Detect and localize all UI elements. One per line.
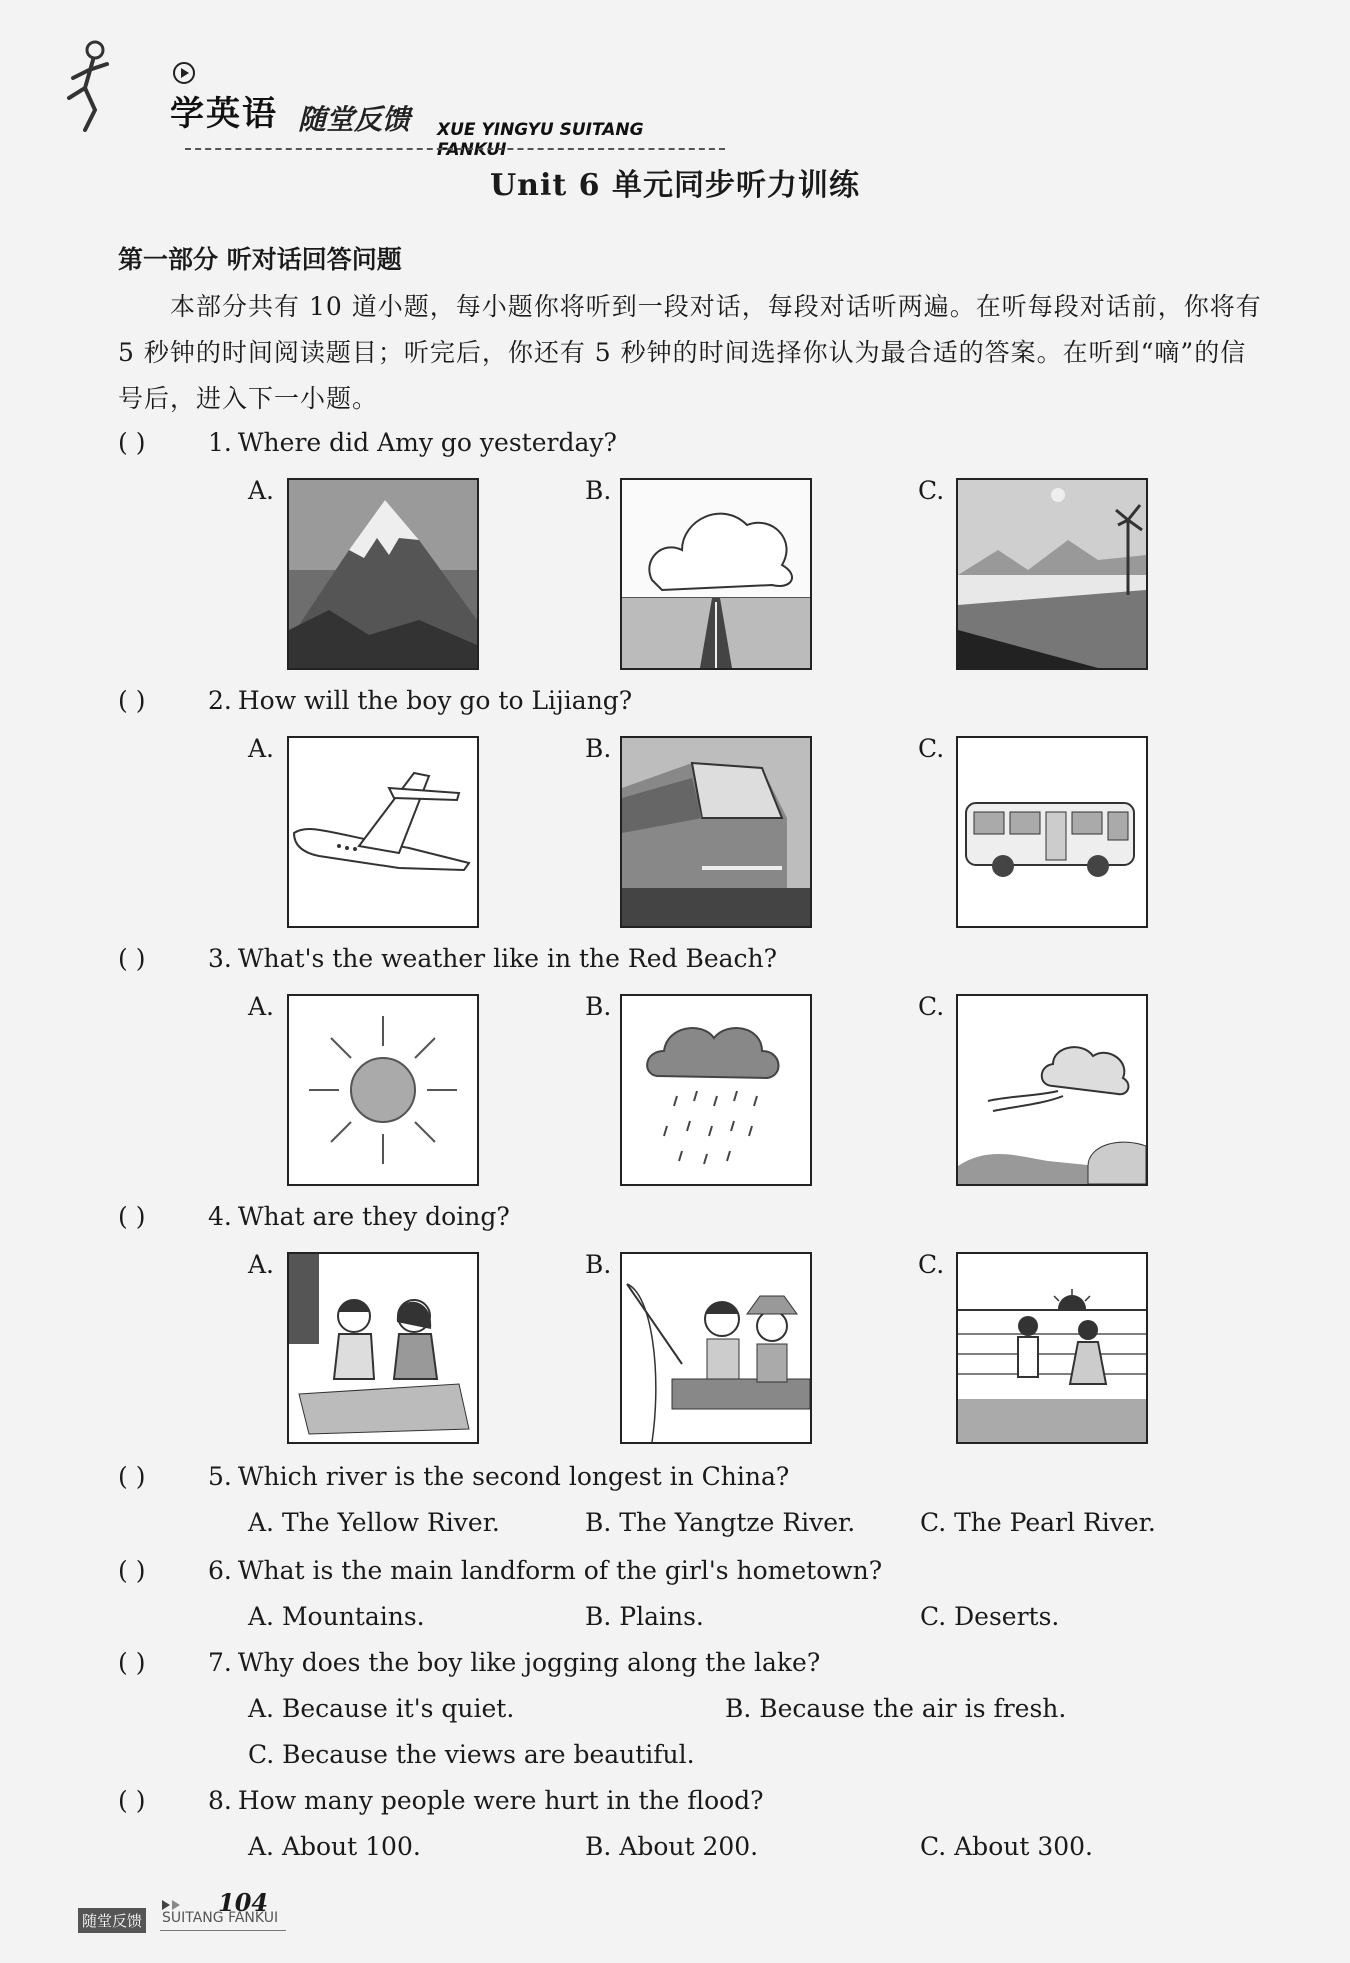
answer-blank[interactable]: ( ) xyxy=(118,1462,146,1491)
plains-road-image[interactable] xyxy=(620,478,812,670)
answer-blank[interactable]: ( ) xyxy=(118,1786,146,1815)
rainy-image[interactable] xyxy=(620,994,812,1186)
question-5 xyxy=(118,1462,789,1491)
play-icon xyxy=(173,62,195,84)
header xyxy=(55,28,675,160)
option-a[interactable]: A. The Yellow River. xyxy=(248,1508,500,1537)
option-label: A. xyxy=(248,1250,275,1279)
option-a[interactable]: A. About 100. xyxy=(248,1832,421,1861)
option-label: C. xyxy=(918,1250,945,1279)
footer-badge: 随堂反馈 xyxy=(78,1908,146,1933)
option-c[interactable]: C. Because the views are beautiful. xyxy=(248,1740,695,1769)
option-b[interactable]: B. About 200. xyxy=(585,1832,759,1861)
question-number: 1. xyxy=(208,428,232,457)
question-1 xyxy=(118,428,617,457)
question-number: 8. xyxy=(208,1786,232,1815)
option-label: A. xyxy=(248,734,275,763)
question-text: What's the weather like in the Red Beach? xyxy=(237,944,778,973)
option-b[interactable]: B. Because the air is fresh. xyxy=(725,1694,1067,1723)
option-label: A. xyxy=(248,992,275,1021)
section-title: 第一部分 听对话回答问题 xyxy=(118,245,402,274)
question-6 xyxy=(118,1556,882,1585)
brand-subtitle: 随堂反馈 xyxy=(298,103,411,136)
option-label: A. xyxy=(248,476,275,505)
page-number: 104 xyxy=(218,1888,269,1917)
section-instructions: 本部分共有 10 道小题，每小题你将听到一段对话，每段对话听两遍。在听每段对话前，你将有 5 秒钟的时间阅读题目；听完后，你还有 5 秒钟的时间选择你认为最合适的答案。在听到“嘀”的信号后，进入下一小题。 xyxy=(118,292,1262,413)
option-c[interactable]: C. The Pearl River. xyxy=(920,1508,1156,1537)
header-divider xyxy=(185,148,725,150)
answer-blank[interactable]: ( ) xyxy=(118,1202,146,1231)
desert-image[interactable] xyxy=(956,478,1148,670)
option-label: C. xyxy=(918,476,945,505)
question-text: How many people were hurt in the flood? xyxy=(237,1786,764,1815)
unit-title: Unit 6 单元同步听力训练 xyxy=(490,168,860,203)
question-8 xyxy=(118,1786,764,1815)
question-number: 4. xyxy=(208,1202,232,1231)
mountain-image[interactable] xyxy=(287,478,479,670)
question-number: 3. xyxy=(208,944,232,973)
question-text: What are they doing? xyxy=(237,1202,510,1231)
option-b[interactable]: B. The Yangtze River. xyxy=(585,1508,856,1537)
question-number: 6. xyxy=(208,1556,232,1585)
question-text: Why does the boy like jogging along the lake? xyxy=(237,1648,821,1677)
train-image[interactable] xyxy=(620,736,812,928)
bus-image[interactable] xyxy=(956,736,1148,928)
sunset-beach-image[interactable] xyxy=(956,1252,1148,1444)
question-number: 7. xyxy=(208,1648,232,1677)
option-label: C. xyxy=(918,992,945,1021)
answer-blank[interactable]: ( ) xyxy=(118,944,146,973)
option-label: B. xyxy=(585,1250,612,1279)
option-label: C. xyxy=(918,734,945,763)
question-number: 5. xyxy=(208,1462,232,1491)
question-3 xyxy=(118,944,777,973)
question-text: Where did Amy go yesterday? xyxy=(237,428,617,457)
windy-image[interactable] xyxy=(956,994,1148,1186)
question-2 xyxy=(118,686,632,715)
option-label: B. xyxy=(585,734,612,763)
option-a[interactable]: A. Because it's quiet. xyxy=(248,1694,515,1723)
answer-blank[interactable]: ( ) xyxy=(118,1648,146,1677)
picnic-image[interactable] xyxy=(287,1252,479,1444)
footer-divider xyxy=(160,1930,286,1931)
footer-text: SUITANG FANKUI xyxy=(162,1910,279,1926)
question-7 xyxy=(118,1648,820,1677)
option-label: B. xyxy=(585,992,612,1021)
answer-blank[interactable]: ( ) xyxy=(118,686,146,715)
sunny-image[interactable] xyxy=(287,994,479,1186)
question-4 xyxy=(118,1202,510,1231)
question-text: How will the boy go to Lijiang? xyxy=(237,686,633,715)
question-number: 2. xyxy=(208,686,232,715)
fishing-image[interactable] xyxy=(620,1252,812,1444)
option-c[interactable]: C. About 300. xyxy=(920,1832,1093,1861)
plane-image[interactable] xyxy=(287,736,479,928)
runner-logo-icon xyxy=(55,38,125,133)
question-text: What is the main landform of the girl's hometown? xyxy=(237,1556,883,1585)
option-b[interactable]: B. Plains. xyxy=(585,1602,704,1631)
option-label: B. xyxy=(585,476,612,505)
brand-pinyin: XUE YINGYU SUITANG FANKUI xyxy=(437,120,644,160)
brand-title: 学英语 xyxy=(170,94,278,134)
answer-blank[interactable]: ( ) xyxy=(118,1556,146,1585)
question-text: Which river is the second longest in China? xyxy=(237,1462,790,1491)
answer-blank[interactable]: ( ) xyxy=(118,428,146,457)
option-a[interactable]: A. Mountains. xyxy=(248,1602,425,1631)
option-c[interactable]: C. Deserts. xyxy=(920,1602,1060,1631)
